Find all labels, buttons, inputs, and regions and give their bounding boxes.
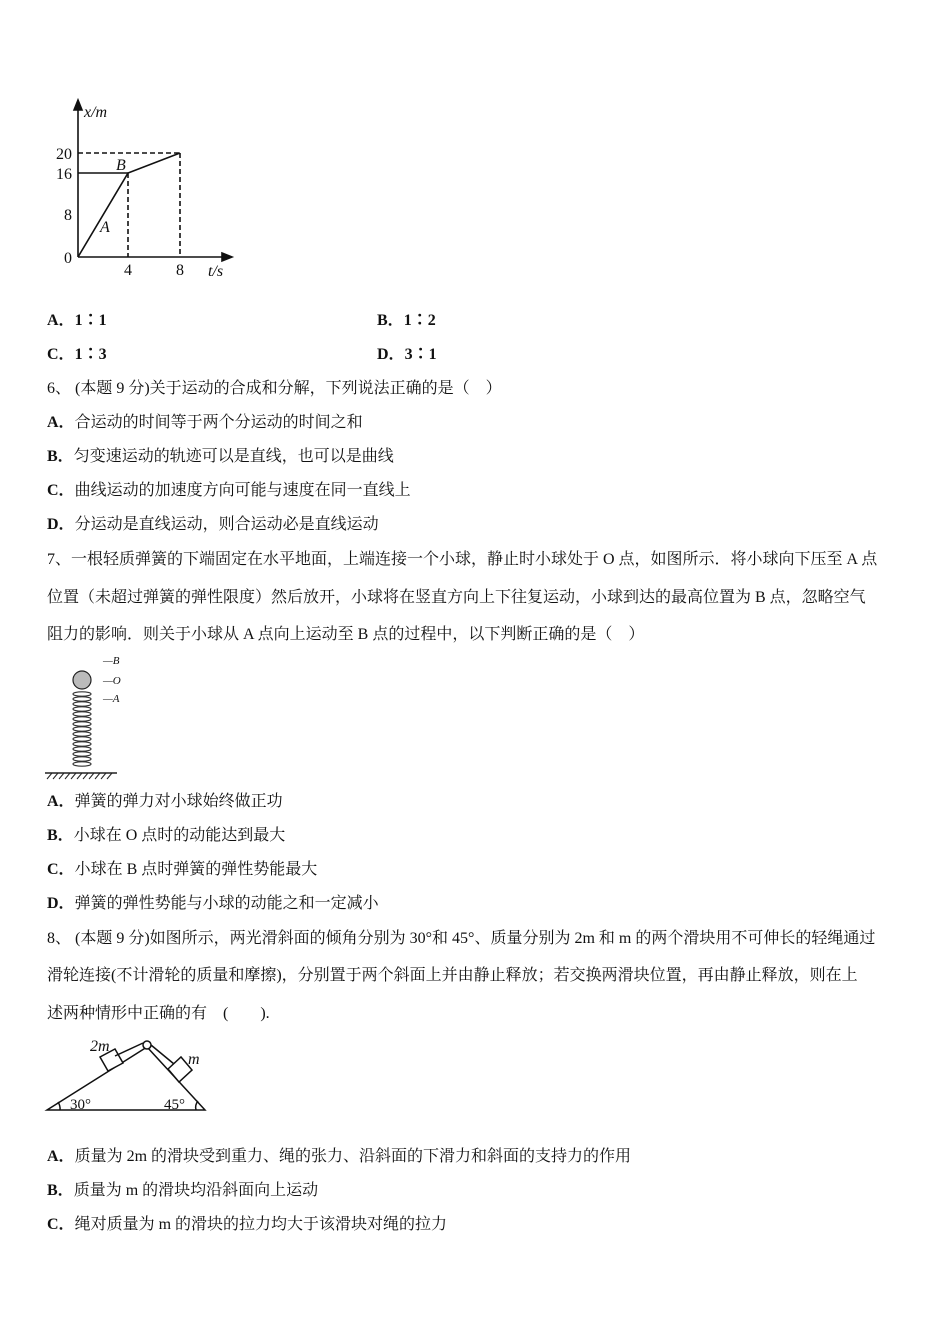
mass-left-label: 2m: [90, 1038, 110, 1055]
label-o: —O: [103, 675, 121, 687]
y-tick: 20: [56, 146, 72, 163]
q5-option-a[interactable]: A．1∶1: [47, 312, 107, 329]
angle-right-label: 45°: [164, 1097, 185, 1113]
x-tick: 4: [124, 262, 132, 279]
q7-option-a[interactable]: A．弹簧的弹力对小球始终做正功: [47, 793, 283, 810]
angle-arc-45: [196, 1101, 198, 1110]
q7-stem-line: 阻力的影响．则关于小球从 A 点向上运动至 B 点的过程中，以下判断正确的是（ ）: [47, 626, 645, 643]
label-b: B: [116, 157, 126, 174]
x-axis-arrow: [222, 253, 232, 261]
q5-option-b[interactable]: B．1∶2: [377, 312, 436, 329]
x-tick: 8: [176, 262, 184, 279]
q6-option-d[interactable]: D．分运动是直线运动，则合运动必是直线运动: [47, 516, 379, 533]
angle-left-label: 30°: [70, 1097, 91, 1113]
label-a: A: [100, 219, 110, 236]
q6-stem: 6、 (本题 9 分)关于运动的合成和分解，下列说法正确的是（ ）: [47, 380, 502, 397]
label-a: —A: [103, 693, 120, 705]
q7-stem-line: 位置（未超过弹簧的弹性限度）然后放开，小球将在竖直方向上下往复运动，小球到达的最高位置为 B 点，忽略空气: [47, 589, 866, 606]
angle-arc-30: [58, 1102, 60, 1110]
q8-option-c[interactable]: C．绳对质量为 m 的滑块的拉力均大于该滑块对绳的拉力: [47, 1216, 448, 1233]
q6-option-a[interactable]: A．合运动的时间等于两个分运动的时间之和: [47, 414, 363, 431]
q7-option-b[interactable]: B．小球在 O 点时的动能达到最大: [47, 827, 286, 844]
q7-stem-line: 7、一根轻质弹簧的下端固定在水平地面，上端连接一个小球，静止时小球处于 O 点，如图所示．将小球向下压至 A 点: [47, 551, 878, 568]
y-tick: 8: [64, 207, 72, 224]
pulley: [143, 1041, 151, 1049]
q8-option-a[interactable]: A．质量为 2m 的滑块受到重力、绳的张力、沿斜面的下滑力和斜面的支持力的作用: [47, 1148, 632, 1165]
q7-option-d[interactable]: D．弹簧的弹性势能与小球的动能之和一定减小: [47, 895, 379, 912]
y-axis-label: x/m: [84, 104, 108, 121]
q8-stem-line: 述两种情形中正确的有 ( ).: [47, 1005, 270, 1022]
q5-option-c[interactable]: C．1∶3: [47, 346, 107, 363]
q7-option-c[interactable]: C．小球在 B 点时弹簧的弹性势能最大: [47, 861, 318, 878]
y-tick: 0: [64, 250, 72, 267]
incline-figure: [0, 0, 220, 1120]
x-axis-label: t/s: [208, 263, 224, 280]
rope-left: [115, 1043, 143, 1056]
q5-option-d[interactable]: D．3∶1: [377, 346, 437, 363]
q8-stem-line: 8、 (本题 9 分)如图所示，两光滑斜面的倾角分别为 30°和 45°、质量分别为 2m 和 m 的两个滑块用不可伸长的轻绳通过: [47, 930, 876, 947]
q8-option-b[interactable]: B．质量为 m 的滑块均沿斜面向上运动: [47, 1182, 319, 1199]
y-tick: 16: [56, 166, 72, 183]
label-b: —B: [103, 655, 120, 667]
q8-stem-line: 滑轮连接(不计滑轮的质量和摩擦)，分别置于两个斜面上并由静止释放；若交换两滑块位置，再由静止释放，则在上: [47, 967, 858, 984]
q6-option-b[interactable]: B．匀变速运动的轨迹可以是直线，也可以是曲线: [47, 448, 394, 465]
mass-right-label: m: [188, 1051, 200, 1068]
q6-option-c[interactable]: C．曲线运动的加速度方向可能与速度在同一直线上: [47, 482, 411, 499]
